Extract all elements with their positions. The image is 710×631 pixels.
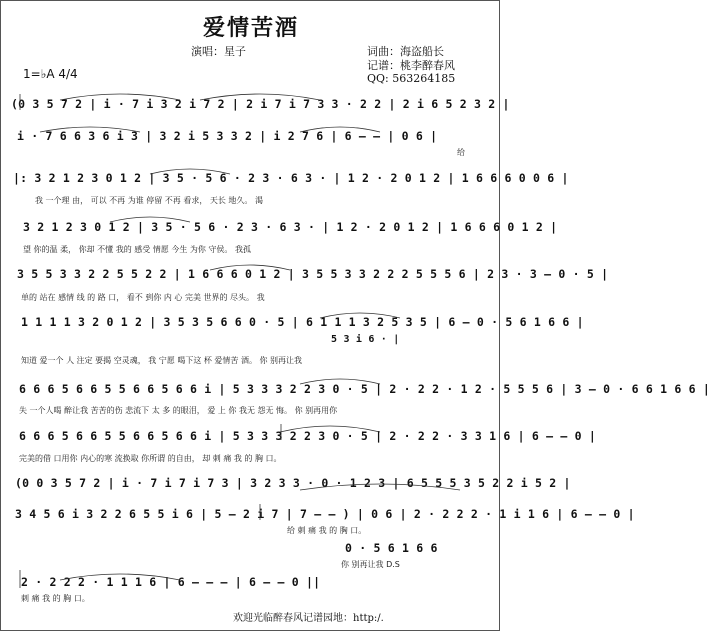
lyric-line: 给	[457, 148, 465, 157]
notation-line: 6 6 6 5 6 6 5 5 6 6 5 6 6 i | 5 3 3 3 2 2 3 0 · 5 | 2 · 2 2 · 3 3 1 6 | 6 – – 0 |	[19, 429, 597, 443]
lyric-line: 你 别再让我 D.S	[341, 560, 400, 569]
transcriber-credit: 记谱：桃李醉春风	[367, 59, 455, 72]
notation-line: 3 4 5 6 i 3 2 2 6 5 5 i 6 | 5 – 2 i 7 | 7 – – ) | 0 6 | 2 · 2 2 2 · 1 i 1 6 | 6 – – 0 |	[15, 507, 635, 521]
notation-line: (0 0 3 5 7 2 | i · 7 i 7 i 7 3 | 3 2 3 3 · 0 · 1 2 3 | 6 5 5 5 3 5 2 2 i 5 2 |	[15, 476, 571, 490]
notation-fragment: 5 3 i 6 · |	[331, 334, 400, 345]
lyric-line: 我 一个理 由， 可以 不再 为谁 停留 不再 看求， 天长 地久。 渴	[35, 196, 263, 205]
notation-line: i · 7 6 6 3 6 i 3 | 3 2 i 5 3 3 2 | i 2 7 6 | 6 – – | 0 6 |	[17, 129, 438, 143]
singer-credit: 演唱：星子	[191, 45, 246, 58]
lyric-line: 失 一个人喝 醉让我 苦苦的伤 悲流下 太 多 的眼泪， 爱 上 你 我无 怨无 悔。 你 别再用你	[19, 406, 338, 415]
site-footer: 欢迎光临醉春风记谱园地：http:/.	[233, 613, 384, 624]
notation-line: 3 5 5 3 3 2 2 5 5 2 2 | 1 6 6 6 0 1 2 | 3 5 5 3 3 2 2 2 5 5 5 6 | 2 3 · 3 – 0 · 5 |	[17, 267, 609, 281]
song-title: 爱情苦酒	[202, 15, 299, 41]
notation-line: 3 2 1 2 3 0 1 2 | 3 5 · 5 6 · 2 3 · 6 3 · | 1 2 · 2 0 1 2 | 1 6 6 6 0 1 2 |	[23, 220, 558, 234]
lyric-line: 完美的借 口用你 内心的寒 流换取 你所谓 的自由， 却 刺 痛 我 的 胸 口。	[19, 454, 282, 463]
notation-line: 1 1 1 1 3 2 0 1 2 | 3 5 3 5 6 6 0 · 5 | 6 1 1 1 3 2 5 3 5 | 6 – 0 · 5 6 1 6 6 |	[21, 315, 584, 329]
notation-line: |: 3 2 1 2 3 0 1 2 | 3 5 · 5 6 · 2 3 · 6 3 · | 1 2 · 2 0 1 2 | 1 6 6 6 0 0 6 |	[13, 171, 569, 185]
notation-line: 0 · 5 6 1 6 6	[345, 541, 438, 555]
notation-line: 6 6 6 5 6 6 5 5 6 6 5 6 6 i | 5 3 3 3 2 2 3 0 · 5 | 2 · 2 2 · 1 2 · 5 5 5 6 | 3 – 0 · 6 6 1 6 6 |	[19, 382, 710, 396]
lyric-line: 给 刺 痛 我 的 胸 口。	[287, 526, 367, 535]
notation-line: 2 · 2 2 2 · 1 1 1 6 | 6 – – – | 6 – – 0 ||	[21, 575, 321, 589]
lyric-line: 望 你的温 柔， 你却 不懂 我的 感受 情愿 今生 为你 守侯。 我孤	[23, 245, 251, 254]
lyric-line: 刺 痛 我 的 胸 口。	[21, 594, 90, 603]
notation-line: (0 3 5 7 2 | i · 7 i 3 2 i 7 2 | 2 i 7 i 7 3 3 · 2 2 | 2 i 6 5 2 3 2 |	[11, 97, 510, 111]
lyricist-credit: 词曲：海盗船长	[367, 45, 444, 58]
lyric-line: 知道 爱一个 人 注定 要揭 空灵魂， 我 宁愿 喝下这 杯 爱情苦 酒。 你 别再让我	[21, 356, 303, 365]
lyric-line: 单的 站在 感情 线 的 路 口， 看不 到你 内 心 完美 世界的 尽头。 我	[21, 293, 265, 302]
qq-contact: QQ: 563264185	[367, 72, 456, 85]
key-signature: 1=♭A 4/4	[23, 67, 78, 81]
